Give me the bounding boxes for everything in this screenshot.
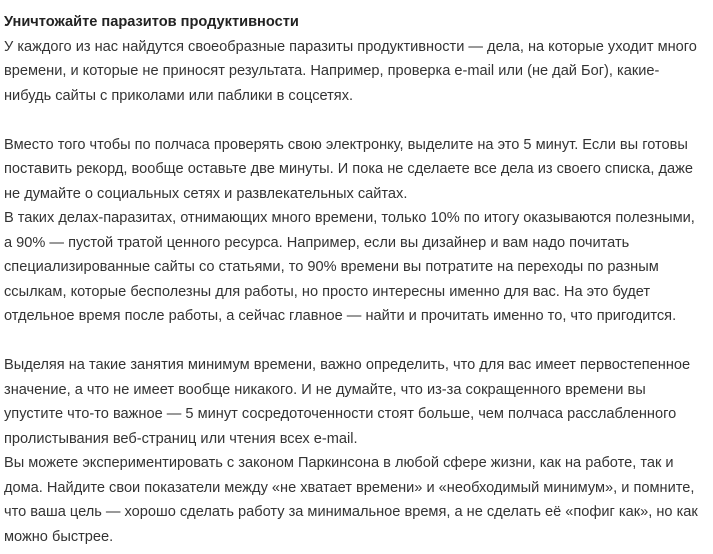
text-line: а 90% — пустой тратой ценного ресурса. Например, если вы дизайнер и вам надо почитать — [4, 234, 630, 251]
text-line: В таких делах-паразитах, отнимающих много времени, только 10% по итогу оказываются полезными, — [4, 210, 695, 226]
paragraph-4 — [4, 353, 708, 451]
text-line: что ваша цель — хорошо сделать работу за минимальное время, а не сделать её «пофиг как», но как — [4, 504, 698, 520]
text-line: отдельное время после работы, а сейчас главное — найти и прочитать именно то, что пригодится. — [4, 308, 677, 324]
text-line: можно быстрее. — [4, 528, 114, 545]
text-line: значение, а что не имеет вообще никакого. И не думайте, что из-за сокращенного времени вы — [4, 381, 646, 398]
text-line: У каждого из нас найдутся своеобразные паразиты продуктивности — дела, на которые уходит много — [4, 38, 697, 55]
text-line: специализированные сайты со статьями, то 90% времени вы потратите на переходы по разным — [4, 259, 659, 275]
article-title: Уничтожайте паразитов продуктивности — [4, 14, 299, 30]
text-line: Вы можете экспериментировать с законом Паркинсона в любой сфере жизни, как на работе, так и — [4, 455, 674, 471]
text-line: времени, и которые не приносят результата. Например, проверка e-mail или (не дай Бог), какие- — [4, 63, 660, 79]
text-line: поставить рекорд, вообще оставьте две минуты. И пока не сделаете все дела из своего списка, даже — [4, 161, 693, 177]
paragraph-3 — [4, 206, 708, 329]
text-line: нибудь сайты с приколами или паблики в соцсетях. — [4, 87, 354, 104]
paragraph-2 — [4, 133, 708, 207]
text-line: дома. Найдите свои показатели между «не хватает времени» и «необходимый минимум», и помните, — [4, 479, 695, 496]
article — [4, 10, 708, 549]
text-line: Вместо того чтобы по полчаса проверять свою электронку, выделите на это 5 минут. Если вы готовы — [4, 136, 688, 153]
text-line: не думайте о социальных сетях и развлекательных сайтах. — [4, 185, 408, 202]
text-line: Выделяя на такие занятия минимум времени, важно определить, что для вас имеет первостепенное — [4, 357, 691, 373]
paragraph-gap — [4, 329, 708, 354]
paragraph-5 — [4, 451, 708, 549]
paragraph-1 — [4, 35, 708, 109]
text-line: упустите что-то важное — 5 минут сосредоточенности стоят больше, чем полчаса расслабленного — [4, 406, 677, 422]
text-line: пролистывания веб-страниц или чтения всех e-mail. — [4, 430, 358, 447]
paragraph-gap — [4, 108, 708, 133]
text-line: ссылкам, которые бесполезны для работы, но просто интересны именно для вас. На это будет — [4, 283, 651, 300]
